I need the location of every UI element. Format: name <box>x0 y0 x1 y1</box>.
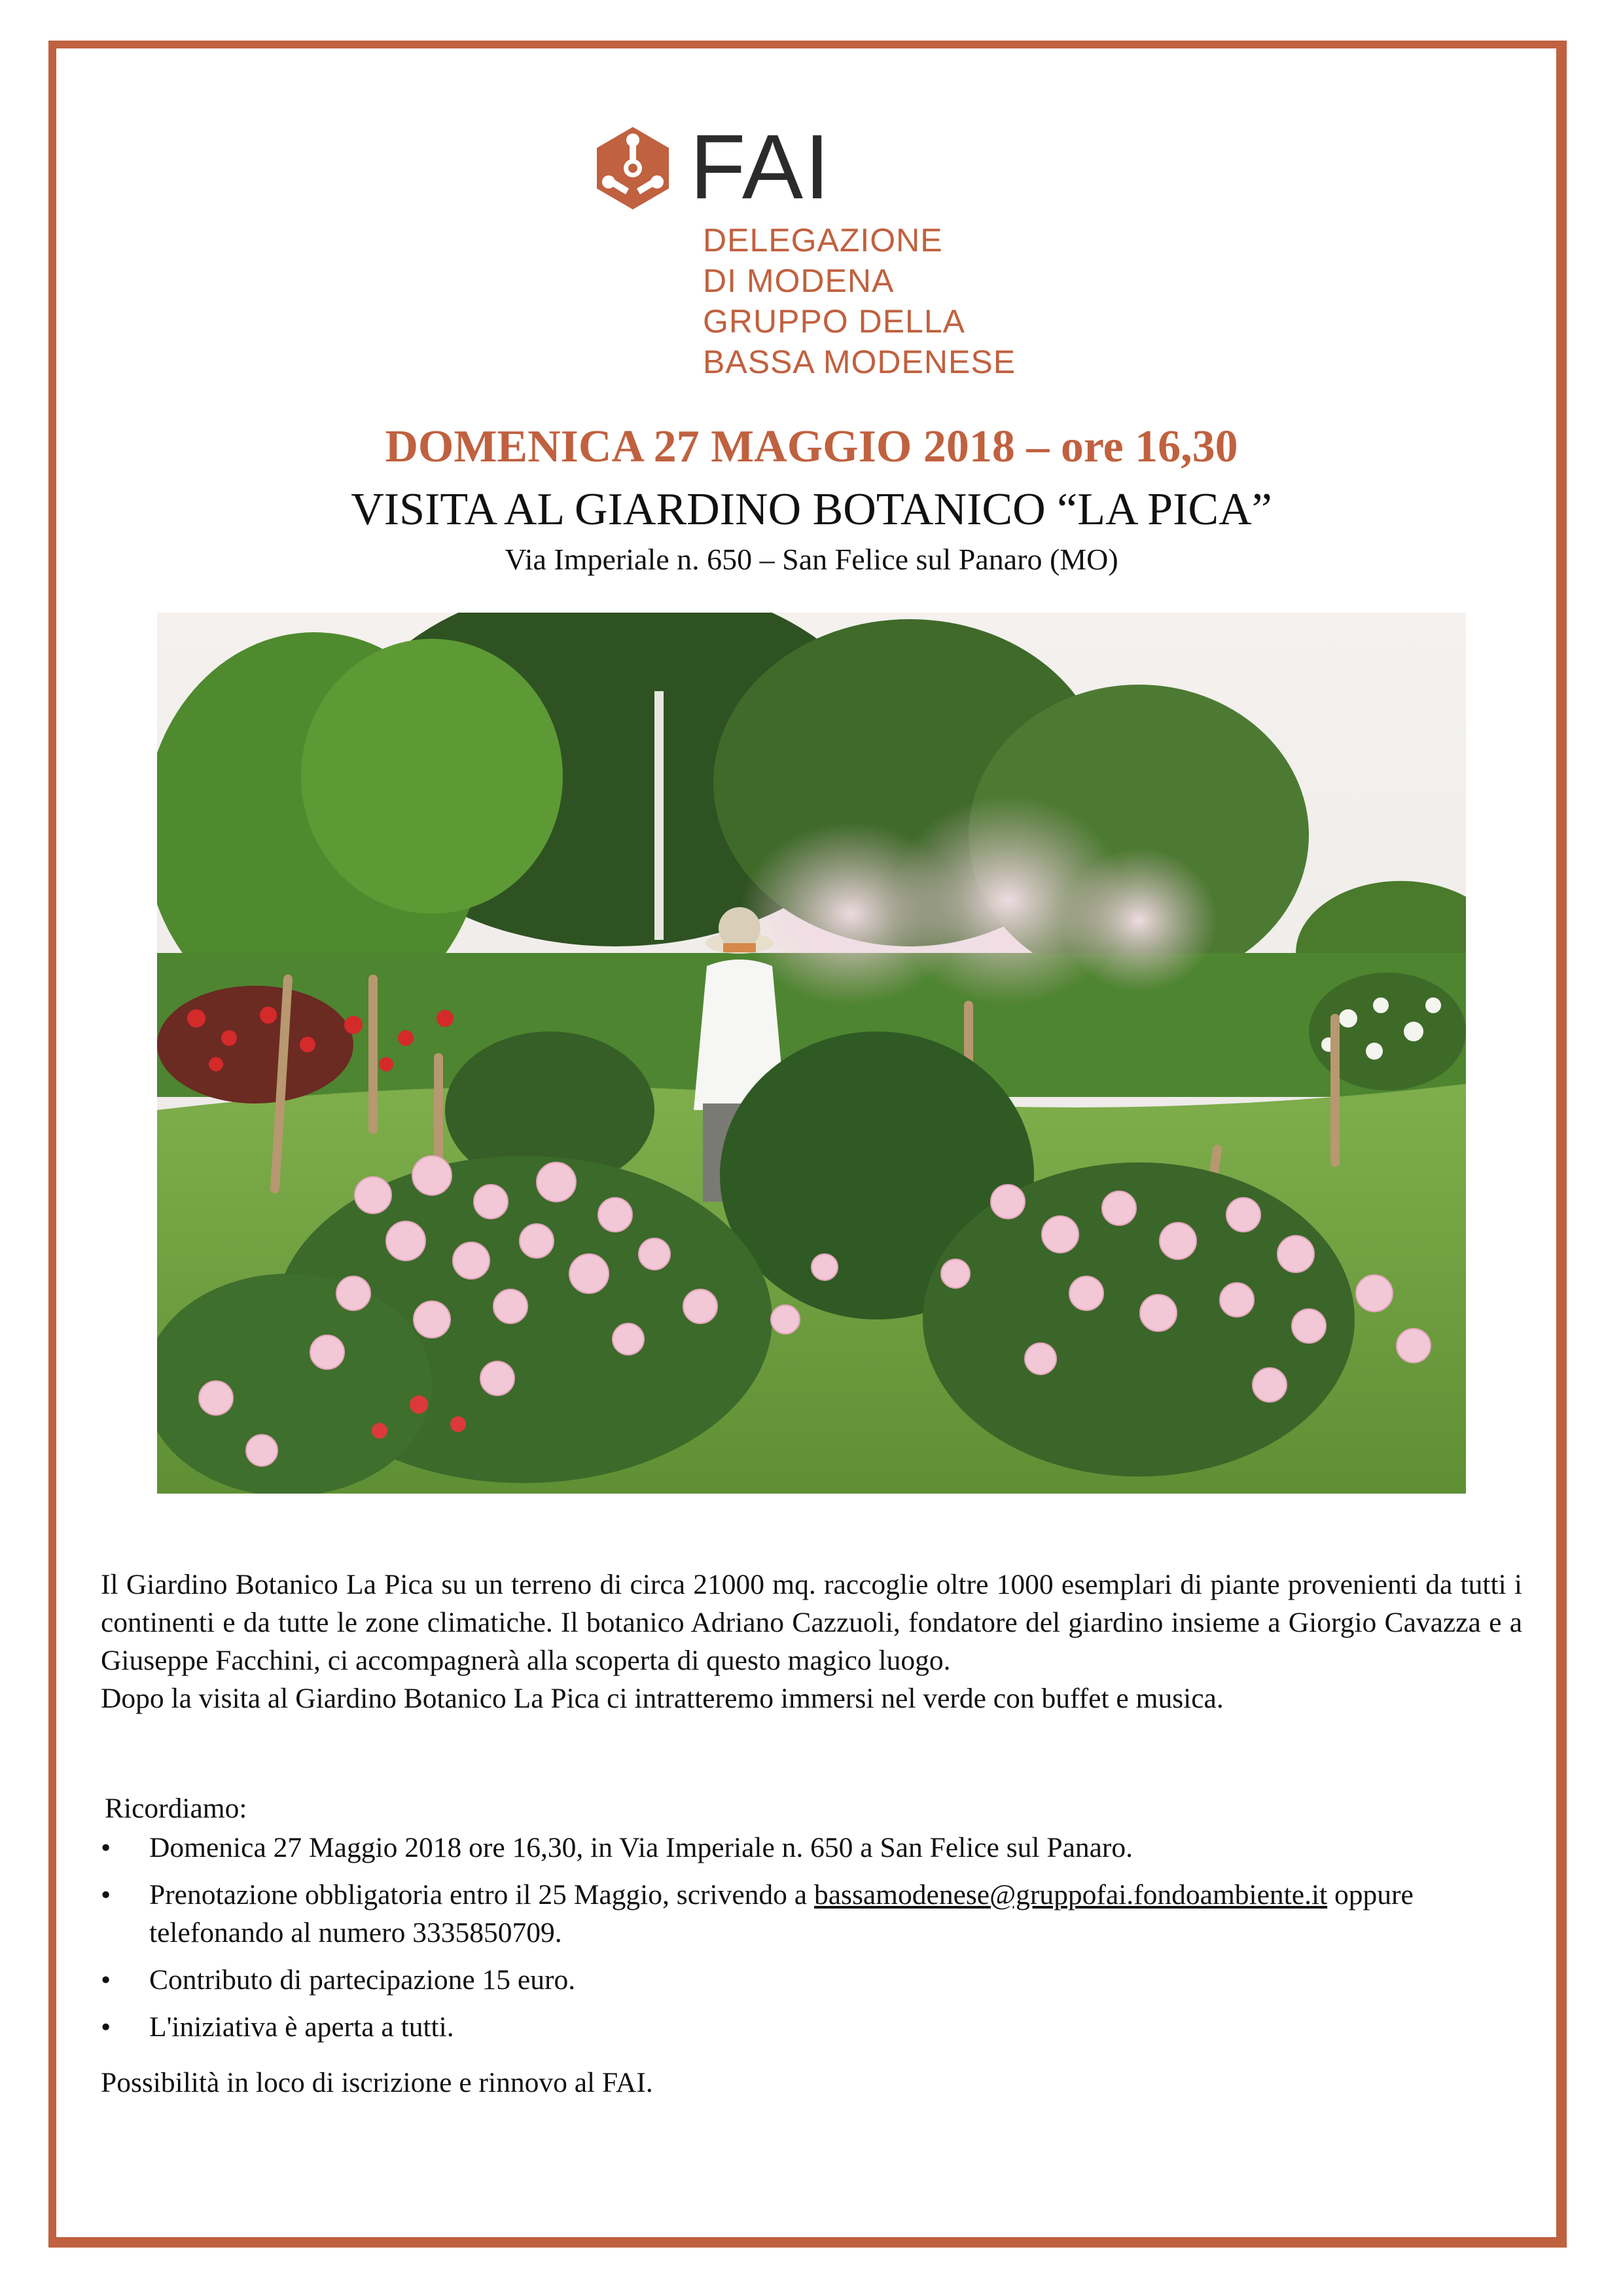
fai-logo-icon <box>590 126 675 211</box>
delegation-line: DI MODENA <box>703 262 895 299</box>
reminder-fee-text: Contributo di partecipazione 15 euro. <box>149 1964 576 1996</box>
event-address: Via Imperiale n. 650 – San Felice sul Panaro (MO) <box>505 543 1118 576</box>
description-paragraph: Il Giardino Botanico La Pica su un terreno di circa 21000 mq. raccoglie oltre 1000 esemplari di piante provenienti da tutti i continenti e da tutte le zone climatiche. Il botanico Adriano Cazzuoli, fondatore del giardino insieme a Giorgio Cavazza e a Giuseppe Facchini, ci accompagnerà alla scoperta di questo magico luogo. <box>101 1569 1522 1676</box>
booking-email-link[interactable]: bassamodenese@gruppofai.fondoambiente.it <box>813 1879 1328 1910</box>
reminder-phone-text: oppure telefonando al numero 3335850709. <box>149 1879 1414 1948</box>
delegation-line: BASSA MODENESE <box>703 344 1016 380</box>
garden-photo <box>157 613 1466 1494</box>
footer-note: Possibilità in loco di iscrizione e rinnovo al FAI. <box>101 2067 653 2098</box>
reminder-item <box>101 1876 1527 1952</box>
reminder-item <box>101 2008 1527 2046</box>
reminder-item <box>101 1961 1527 1999</box>
fai-logo <box>590 115 1035 384</box>
reminder-booking-text: Prenotazione obbligatoria entro il 25 Maggio, scrivendo a <box>149 1879 814 1910</box>
after-visit-text: Dopo la visita al Giardino Botanico La Pica ci intratteremo immersi nel verde con buffet e musica. <box>101 1683 1224 1714</box>
reminder-item <box>101 1829 1527 1867</box>
reminder-open-text: L'iniziativa è aperta a tutti. <box>149 2011 454 2043</box>
reminders-title: Ricordiamo: <box>105 1793 247 1824</box>
garden-photo-image <box>157 613 1466 1494</box>
reminder-date-text: Domenica 27 Maggio 2018 ore 16,30, in Via Imperiale n. 650 a San Felice sul Panaro. <box>149 1832 1133 1863</box>
delegation-lines <box>703 220 1016 382</box>
delegation-line: DELEGAZIONE <box>703 222 943 259</box>
event-date: DOMENICA 27 MAGGIO 2018 – ore 16,30 <box>385 422 1238 472</box>
reminders-list <box>101 1829 1527 2055</box>
logo-name: FAI <box>690 115 832 218</box>
description <box>101 1566 1522 1717</box>
event-title: VISITA AL GIARDINO BOTANICO “LA PICA” <box>351 484 1272 535</box>
delegation-line: GRUPPO DELLA <box>703 303 966 340</box>
